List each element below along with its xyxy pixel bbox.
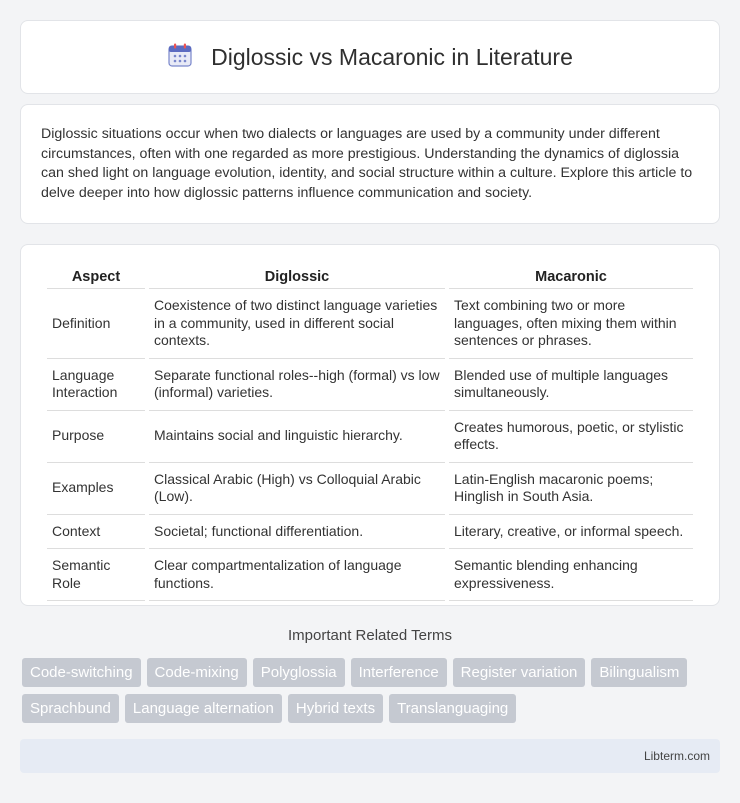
cell-macaronic: Latin-English macaronic poems; Hinglish in South Asia. (449, 463, 693, 515)
comparison-card (20, 244, 720, 606)
comparison-table (43, 265, 697, 601)
cell-diglossic: Maintains social and linguistic hierarchy. (149, 411, 445, 463)
term-tag[interactable]: Translanguaging (389, 694, 516, 723)
cell-diglossic: Clear compartmentalization of language functions. (149, 549, 445, 601)
cell-aspect: Examples (47, 463, 145, 515)
cell-diglossic: Coexistence of two distinct language varieties in a community, used in different social contexts. (149, 289, 445, 359)
table-row (47, 289, 693, 359)
term-tag[interactable]: Interference (351, 658, 447, 687)
header-aspect: Aspect (47, 265, 145, 289)
cell-aspect: Definition (47, 289, 145, 359)
header-macaronic: Macaronic (449, 265, 693, 289)
table-row (47, 411, 693, 463)
term-tag[interactable]: Hybrid texts (288, 694, 383, 723)
related-terms-list (22, 658, 722, 723)
table-row (47, 359, 693, 411)
table-row (47, 463, 693, 515)
term-tag[interactable]: Sprachbund (22, 694, 119, 723)
cell-macaronic: Blended use of multiple languages simultaneously. (449, 359, 693, 411)
page-title: Diglossic vs Macaronic in Literature (211, 43, 573, 70)
term-tag[interactable]: Polyglossia (253, 658, 345, 687)
term-tag[interactable]: Code-mixing (147, 658, 247, 687)
footer (20, 739, 720, 773)
cell-diglossic: Societal; functional differentiation. (149, 515, 445, 550)
cell-aspect: Purpose (47, 411, 145, 463)
term-tag[interactable]: Bilingualism (591, 658, 687, 687)
cell-diglossic: Separate functional roles--high (formal) vs low (informal) varieties. (149, 359, 445, 411)
cell-diglossic: Classical Arabic (High) vs Colloquial Arabic (Low). (149, 463, 445, 515)
calendar-icon (167, 42, 193, 73)
cell-aspect: Semantic Role (47, 549, 145, 601)
cell-macaronic: Creates humorous, poetic, or stylistic effects. (449, 411, 693, 463)
cell-aspect: Language Interaction (47, 359, 145, 411)
header-card (20, 20, 720, 94)
header-diglossic: Diglossic (149, 265, 445, 289)
footer-site-link[interactable]: Libterm.com (643, 749, 710, 763)
table-row (47, 515, 693, 550)
cell-aspect: Context (47, 515, 145, 550)
intro-card (20, 104, 720, 224)
related-terms-title: Important Related Terms (288, 627, 452, 644)
table-row (47, 549, 693, 601)
title-wrap (167, 42, 573, 73)
cell-macaronic: Literary, creative, or informal speech. (449, 515, 693, 550)
cell-macaronic: Text combining two or more languages, often mixing them within sentences or phrases. (449, 289, 693, 359)
term-tag[interactable]: Code-switching (22, 658, 141, 687)
cell-macaronic: Semantic blending enhancing expressiveness. (449, 549, 693, 601)
term-tag[interactable]: Register variation (453, 658, 586, 687)
table-header-row (47, 265, 693, 289)
term-tag[interactable]: Language alternation (125, 694, 282, 723)
intro-text: Diglossic situations occur when two dialects or languages are used by a community under different circumstances, often with one regarded as more prestigious. Understanding the dynamics of diglossia can shed light on language evolution, identity, and social structure within a culture. Explore this article to delve deeper into how diglossic patterns influence communication and society. (41, 126, 693, 201)
